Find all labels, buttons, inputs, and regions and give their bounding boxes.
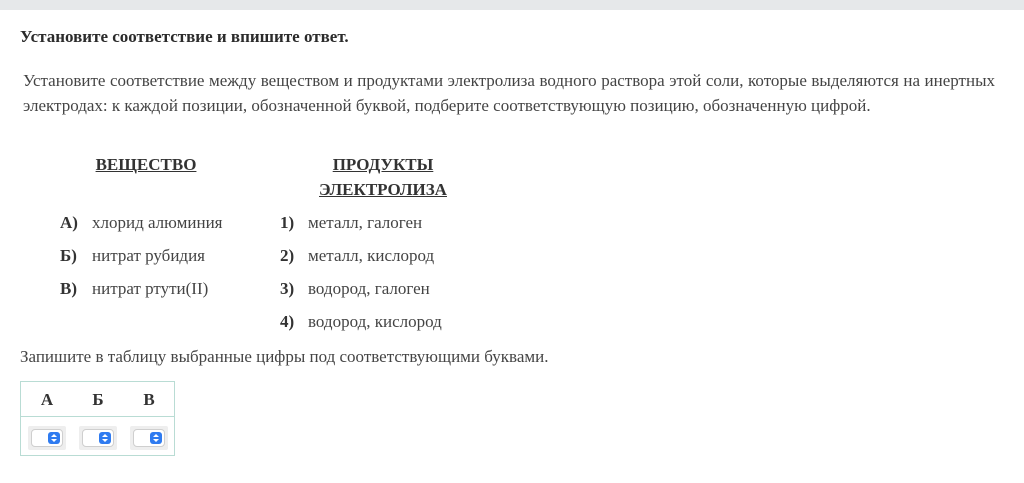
answer-select-a[interactable]: [28, 426, 66, 450]
product-item: [280, 311, 442, 333]
product-key: 2): [280, 246, 295, 265]
product-text: водород, кислород: [308, 312, 442, 331]
top-bar: [0, 0, 1024, 10]
products-header-line2: ЭЛЕКТРОЛИЗА: [319, 180, 447, 199]
substance-key: Б): [60, 246, 77, 265]
substance-text: нитрат рубидия: [92, 246, 205, 265]
select-stepper-icon[interactable]: [99, 432, 111, 444]
substance-text: нитрат ртути(II): [92, 279, 209, 298]
products-header-line1: ПРОДУКТЫ: [332, 155, 434, 174]
answer-table-header: [21, 382, 174, 417]
answer-instruction: Запишите в таблицу выбранные цифры под соответствующими буквами.: [20, 347, 549, 366]
task-heading: Установите соответствие и впишите ответ.: [20, 27, 349, 46]
product-key: 3): [280, 279, 295, 298]
product-text: водород, галоген: [308, 279, 430, 298]
substance-column-header: ВЕЩЕСТВО: [95, 155, 197, 174]
substance-item: [60, 212, 223, 234]
product-text: металл, галоген: [308, 213, 423, 232]
select-stepper-icon[interactable]: [150, 432, 162, 444]
product-item: [280, 245, 434, 267]
product-item: [280, 212, 422, 234]
substance-key: В): [60, 279, 77, 298]
substance-item: [60, 278, 208, 300]
answer-select-v[interactable]: [130, 426, 168, 450]
substance-text: хлорид алюминия: [92, 213, 223, 232]
substance-item: [60, 245, 205, 267]
product-text: металл, кислород: [308, 246, 435, 265]
select-stepper-icon[interactable]: [48, 432, 60, 444]
product-key: 4): [280, 312, 295, 331]
substance-key: А): [60, 213, 78, 232]
answer-header-a: А: [40, 390, 54, 409]
product-key: 1): [280, 213, 295, 232]
products-column-header: [300, 152, 466, 202]
product-item: [280, 278, 430, 300]
task-prompt: Установите соответствие между веществом и продуктами электролиза водного раствора этой соли, которые выделяются на инертных электродах: к каждой позиции, обозначенной буквой, подберите соответствующую позицию, обозначенную цифрой.: [23, 71, 995, 115]
answer-select-b[interactable]: [79, 426, 117, 450]
answer-table: [20, 381, 175, 456]
answer-header-b: Б: [92, 390, 104, 409]
answer-header-v: В: [143, 390, 155, 409]
